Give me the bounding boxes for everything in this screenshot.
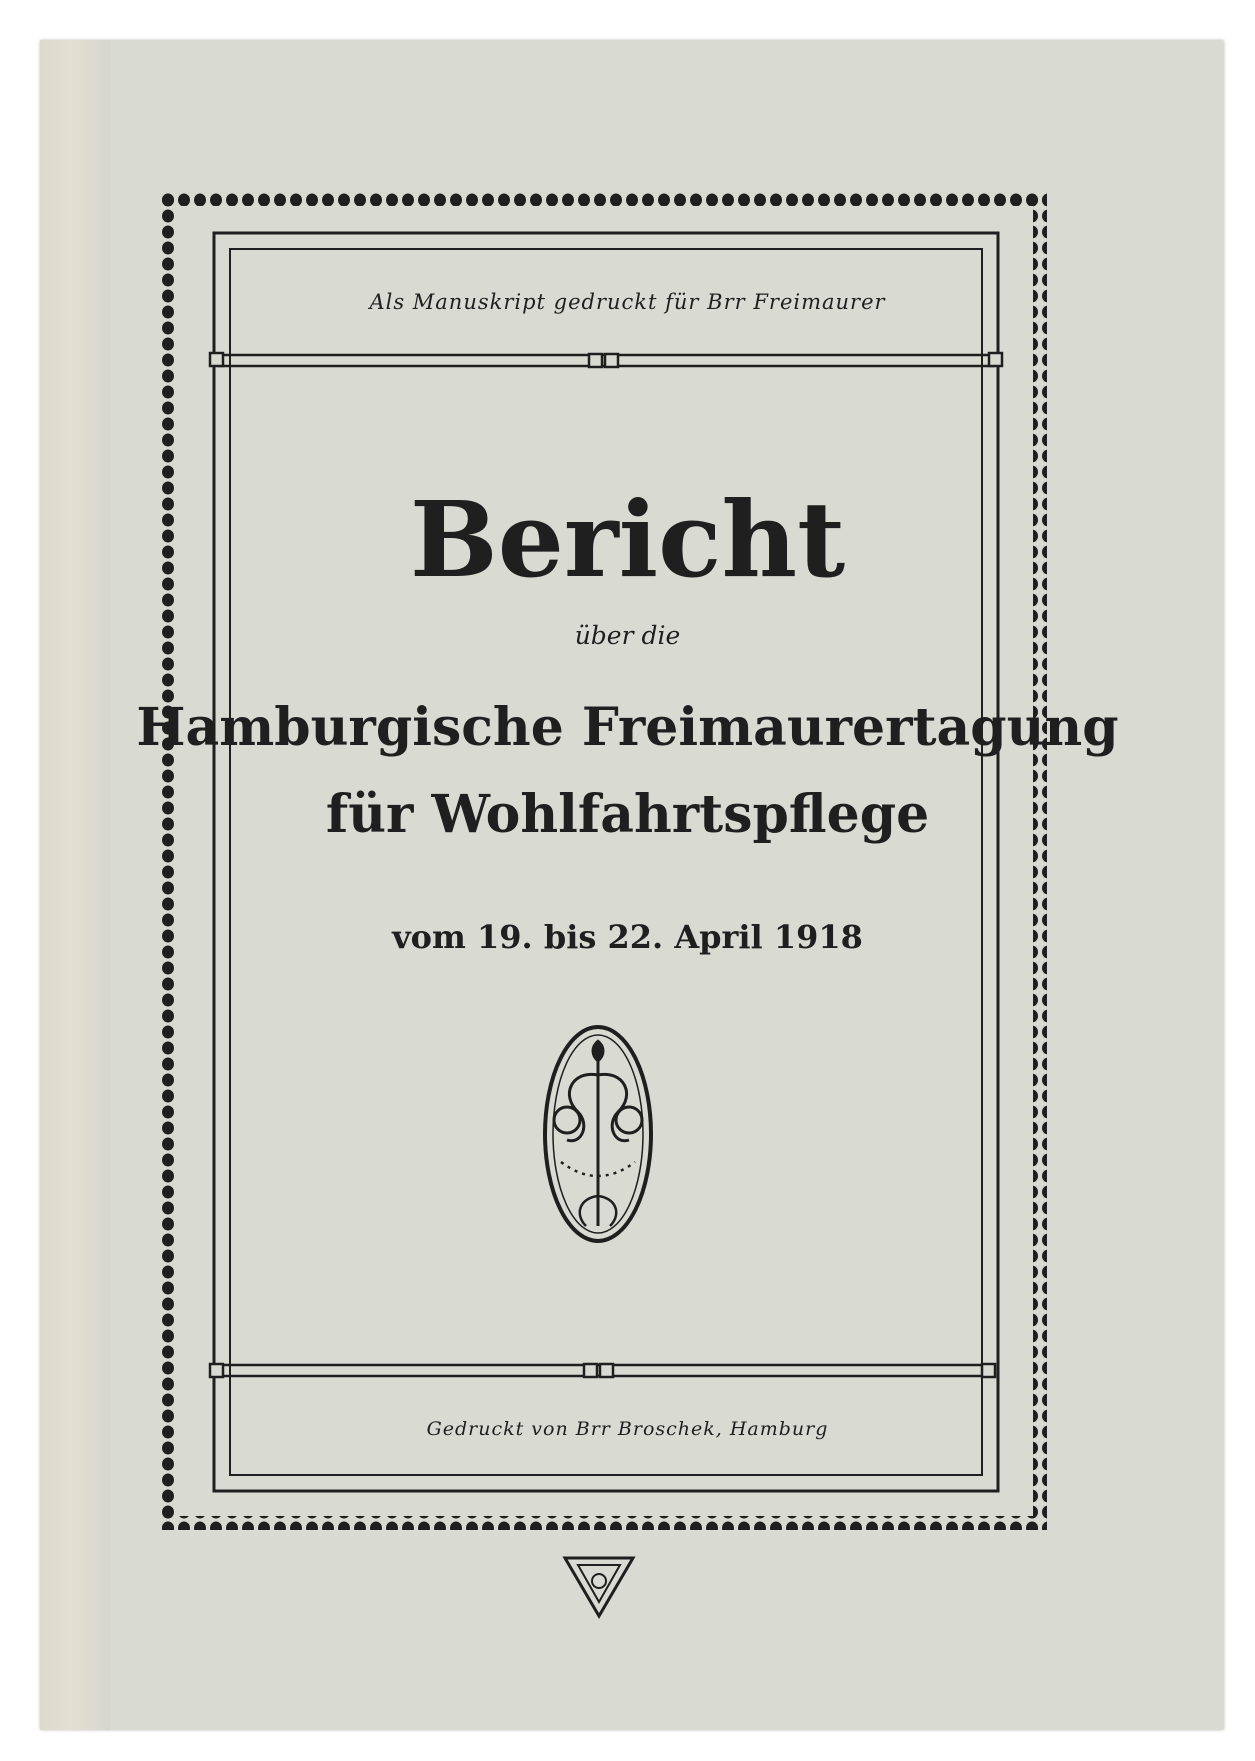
headline-line-2: für Wohlfahrtspflege — [325, 784, 930, 845]
print-note: Als Manuskript gedruckt für Brr Freimaurer — [369, 290, 886, 314]
subtitle-connector: über die — [574, 621, 681, 650]
title: Bericht — [409, 478, 846, 601]
publisher-mark — [565, 1558, 633, 1616]
inner-frame — [214, 233, 998, 1491]
oval-emblem — [545, 1027, 651, 1241]
bottom-divider — [210, 1364, 995, 1377]
rope-border — [162, 192, 1047, 1530]
event-date: vom 19. bis 22. April 1918 — [392, 918, 863, 956]
imprint: Gedruckt von Brr Broschek, Hamburg — [426, 1418, 829, 1440]
headline-line-1: Hamburgische Freimaurertagung — [136, 697, 1119, 758]
top-divider — [210, 353, 1002, 367]
